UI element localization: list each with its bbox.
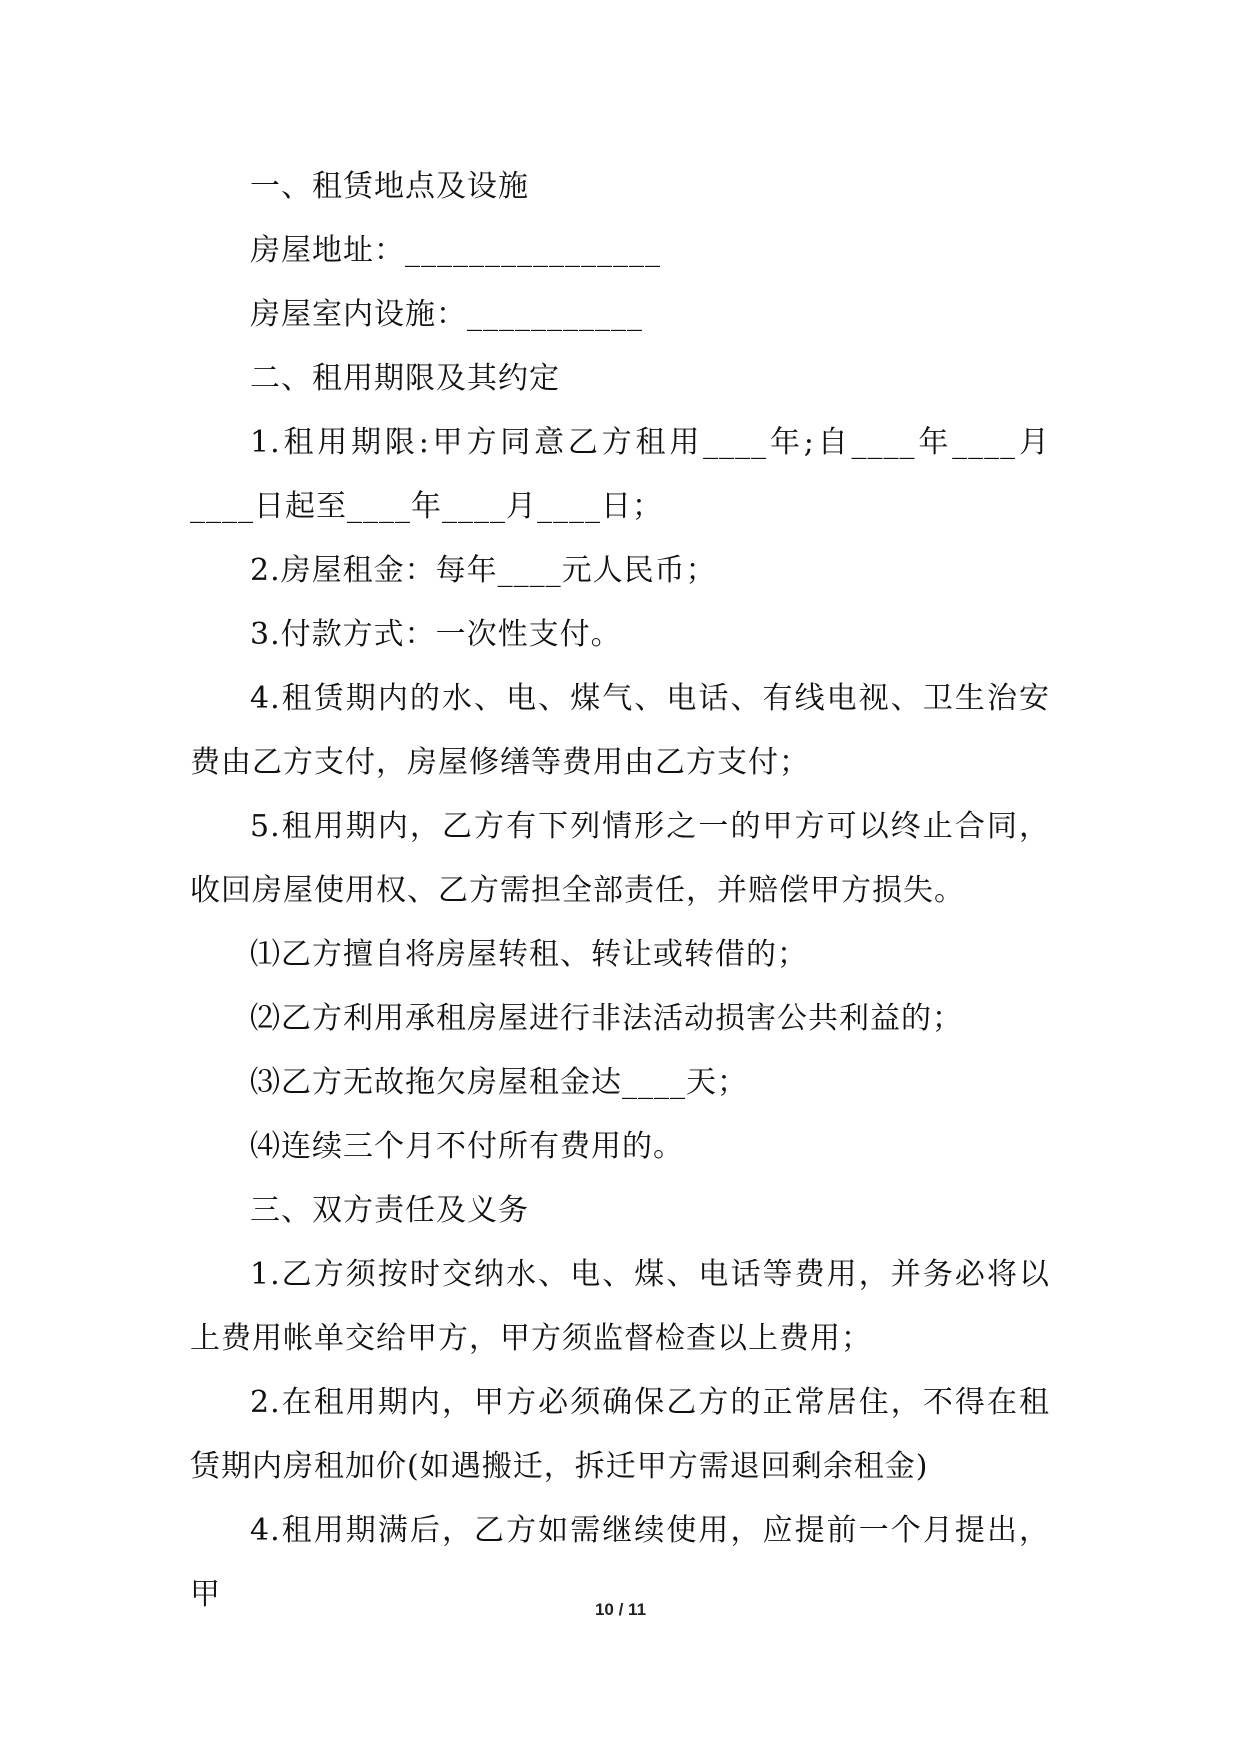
duty-clause-4: 4.租用期满后，乙方如需继续使用，应提前一个月提出，甲 xyxy=(190,1513,1050,1612)
clause-lease-term: 1.租用期限:甲方同意乙方租用____年;自____年____月____日起至____年____月____日； xyxy=(190,425,1050,524)
duty-clause-2: 2.在租用期内，甲方必须确保乙方的正常居住，不得在租赁期内房租加价(如遇搬迁，拆迁甲方需退回剩余租金) xyxy=(190,1385,1050,1484)
section-heading-2: 二、租用期限及其约定 xyxy=(250,361,560,396)
termination-item-4: ⑷连续三个月不付所有费用的。 xyxy=(250,1129,684,1164)
house-address-line: 房屋地址：________________ xyxy=(250,233,661,268)
clause-utilities: 4.租赁期内的水、电、煤气、电话、有线电视、卫生治安费由乙方支付，房屋修缮等费用由乙方支付； xyxy=(190,681,1050,780)
clause-payment-method: 3.付款方式：一次性支付。 xyxy=(250,617,622,652)
termination-item-1: ⑴乙方擅自将房屋转租、转让或转借的； xyxy=(250,937,808,972)
clause-termination: 5.租用期内，乙方有下列情形之一的甲方可以终止合同，收回房屋使用权、乙方需担全部责任，并赔偿甲方损失。 xyxy=(190,809,1050,908)
termination-item-3: ⑶乙方无故拖欠房屋租金达____天； xyxy=(250,1065,748,1100)
duty-clause-1: 1.乙方须按时交纳水、电、煤、电话等费用，并务必将以上费用帐单交给甲方，甲方须监督检查以上费用； xyxy=(190,1257,1050,1356)
clause-rent: 2.房屋租金：每年____元人民币； xyxy=(250,553,717,588)
termination-item-2: ⑵乙方利用承租房屋进行非法活动损害公共利益的； xyxy=(250,1001,963,1036)
page-number: 10 / 11 xyxy=(594,1600,647,1619)
section-heading-3: 三、双方责任及义务 xyxy=(250,1193,529,1228)
section-heading-1: 一、租赁地点及设施 xyxy=(250,169,529,204)
house-facilities-line: 房屋室内设施：___________ xyxy=(250,297,643,332)
document-body xyxy=(190,155,1050,1627)
